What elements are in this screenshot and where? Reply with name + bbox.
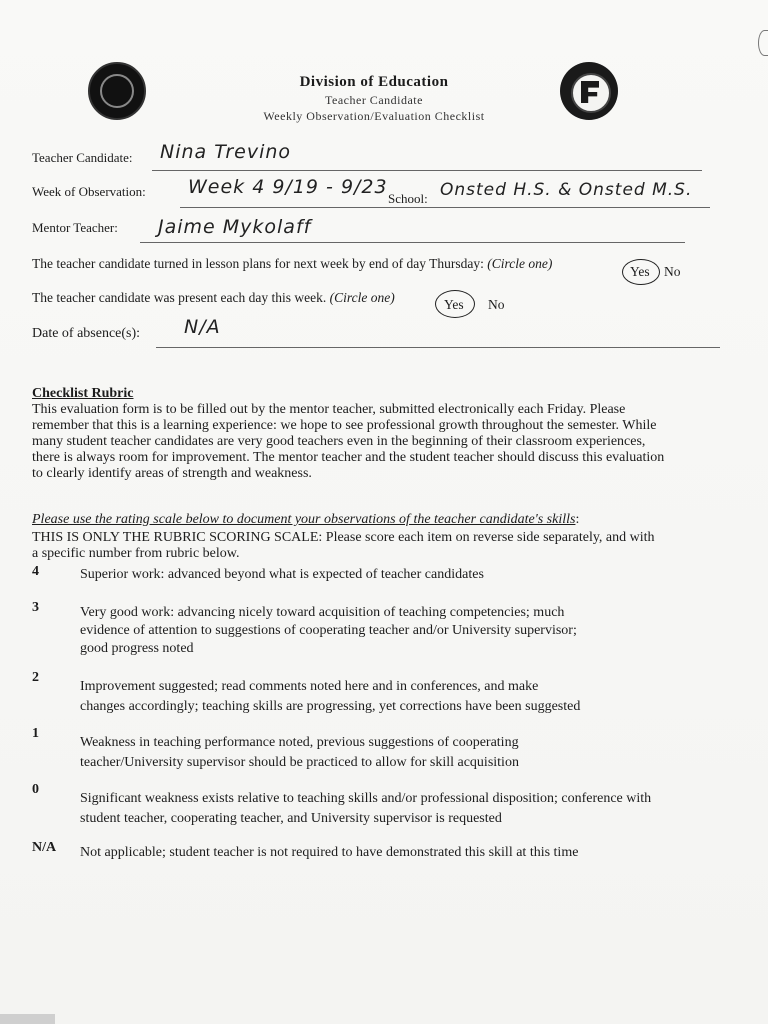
absence-label: Date of absence(s):	[32, 326, 141, 341]
mentor-underline	[140, 242, 685, 243]
present-question	[32, 290, 395, 306]
score-desc-line: Significant weakness exists relative to teaching skills and/or professional disposition; conference with	[80, 791, 652, 806]
score-desc-line: student teacher, cooperating teacher, and University supervisor is requested	[80, 811, 502, 826]
candidate-value[interactable]: Nina Trevino	[160, 141, 292, 163]
week-underline	[180, 207, 710, 208]
rubric-intro-line: This evaluation form is to be filled out by the mentor teacher, submitted electronically each Friday. Please	[32, 402, 626, 417]
present-yes-circle	[435, 290, 475, 318]
score-desc-line: good progress noted	[80, 641, 194, 656]
rubric-intro-line: many student teacher candidates are very good teachers even in the beginning of their classroom experiences,	[32, 434, 646, 449]
org-title: Division of Education	[299, 74, 449, 90]
score-desc-line: Not applicable; student teacher is not required to have demonstrated this skill at this time	[80, 845, 579, 860]
mentor-value[interactable]: Jaime Mykolaff	[158, 216, 312, 238]
rubric-intro-line: to clearly identify areas of strength and weakness.	[32, 466, 312, 481]
absence-underline	[156, 347, 720, 348]
score-desc-line: Improvement suggested; read comments noted here and in conferences, and make	[80, 679, 539, 694]
scale-heading-text: Please use the rating scale below to document your observations of the teacher candidate's skills	[32, 512, 576, 527]
score-desc-line: changes accordingly; teaching skills are progressing, yet corrections have been suggested	[80, 699, 581, 714]
present-hint: (Circle one)	[329, 290, 395, 305]
score-number: N/A	[32, 840, 57, 855]
rubric-title: Checklist Rubric	[32, 386, 134, 401]
week-label: Week of Observation:	[32, 184, 146, 199]
scale-note-2: a specific number from rubric below.	[32, 546, 240, 561]
form-subtitle: Teacher Candidate	[325, 93, 423, 107]
school-value[interactable]: Onsted H.S. & Onsted M.S.	[440, 180, 693, 200]
score-number: 0	[32, 782, 39, 797]
lesson-plans-hint: (Circle one)	[487, 256, 553, 271]
score-number: 1	[32, 726, 39, 741]
score-number: 2	[32, 670, 39, 685]
week-value[interactable]: Week 4 9/19 - 9/23	[188, 176, 388, 198]
mentor-label: Mentor Teacher:	[32, 220, 118, 235]
lesson-plans-question	[32, 256, 552, 272]
scale-heading: Please use the rating scale below to document your observations of the teacher candidate's skills:	[32, 512, 580, 527]
score-number: 4	[32, 564, 39, 579]
scale-note-1: THIS IS ONLY THE RUBRIC SCORING SCALE: Please score each item on reverse side separately, and with	[32, 530, 655, 545]
rubric-intro-line: there is always room for improvement. The mentor teacher and the student teacher should discuss this evaluation	[32, 450, 665, 465]
rubric-intro-line: remember that this is a learning experience: we hope to see professional growth throughout the semester. While	[32, 418, 657, 433]
lesson-plans-no[interactable]: No	[664, 264, 681, 279]
score-number: 3	[32, 600, 39, 615]
candidate-label: Teacher Candidate:	[32, 150, 133, 165]
staple-mark	[758, 30, 768, 56]
score-desc-line: teacher/University supervisor should be practiced to allow for skill acquisition	[80, 755, 519, 770]
score-desc-line: Weakness in teaching performance noted, previous suggestions of cooperating	[80, 735, 519, 750]
lesson-plans-yes[interactable]: Yes	[630, 264, 650, 279]
lesson-plans-yes-circle	[622, 259, 660, 285]
form-title: Weekly Observation/Evaluation Checklist	[263, 109, 485, 123]
present-no[interactable]: No	[488, 297, 505, 312]
score-desc-line: Superior work: advanced beyond what is expected of teacher candidates	[80, 567, 484, 582]
paper-edge-shadow	[0, 1014, 55, 1024]
school-label: School:	[388, 191, 428, 206]
present-text: The teacher candidate was present each day this week.	[32, 290, 327, 305]
absence-value[interactable]: N/A	[184, 316, 221, 338]
candidate-underline	[152, 170, 702, 171]
present-yes[interactable]: Yes	[444, 297, 464, 312]
lesson-plans-text: The teacher candidate turned in lesson plans for next week by end of day Thursday:	[32, 256, 484, 271]
score-desc-line: evidence of attention to suggestions of cooperating teacher and/or University supervisor;	[80, 623, 577, 638]
score-desc-line: Very good work: advancing nicely toward acquisition of teaching competencies; much	[80, 605, 565, 620]
